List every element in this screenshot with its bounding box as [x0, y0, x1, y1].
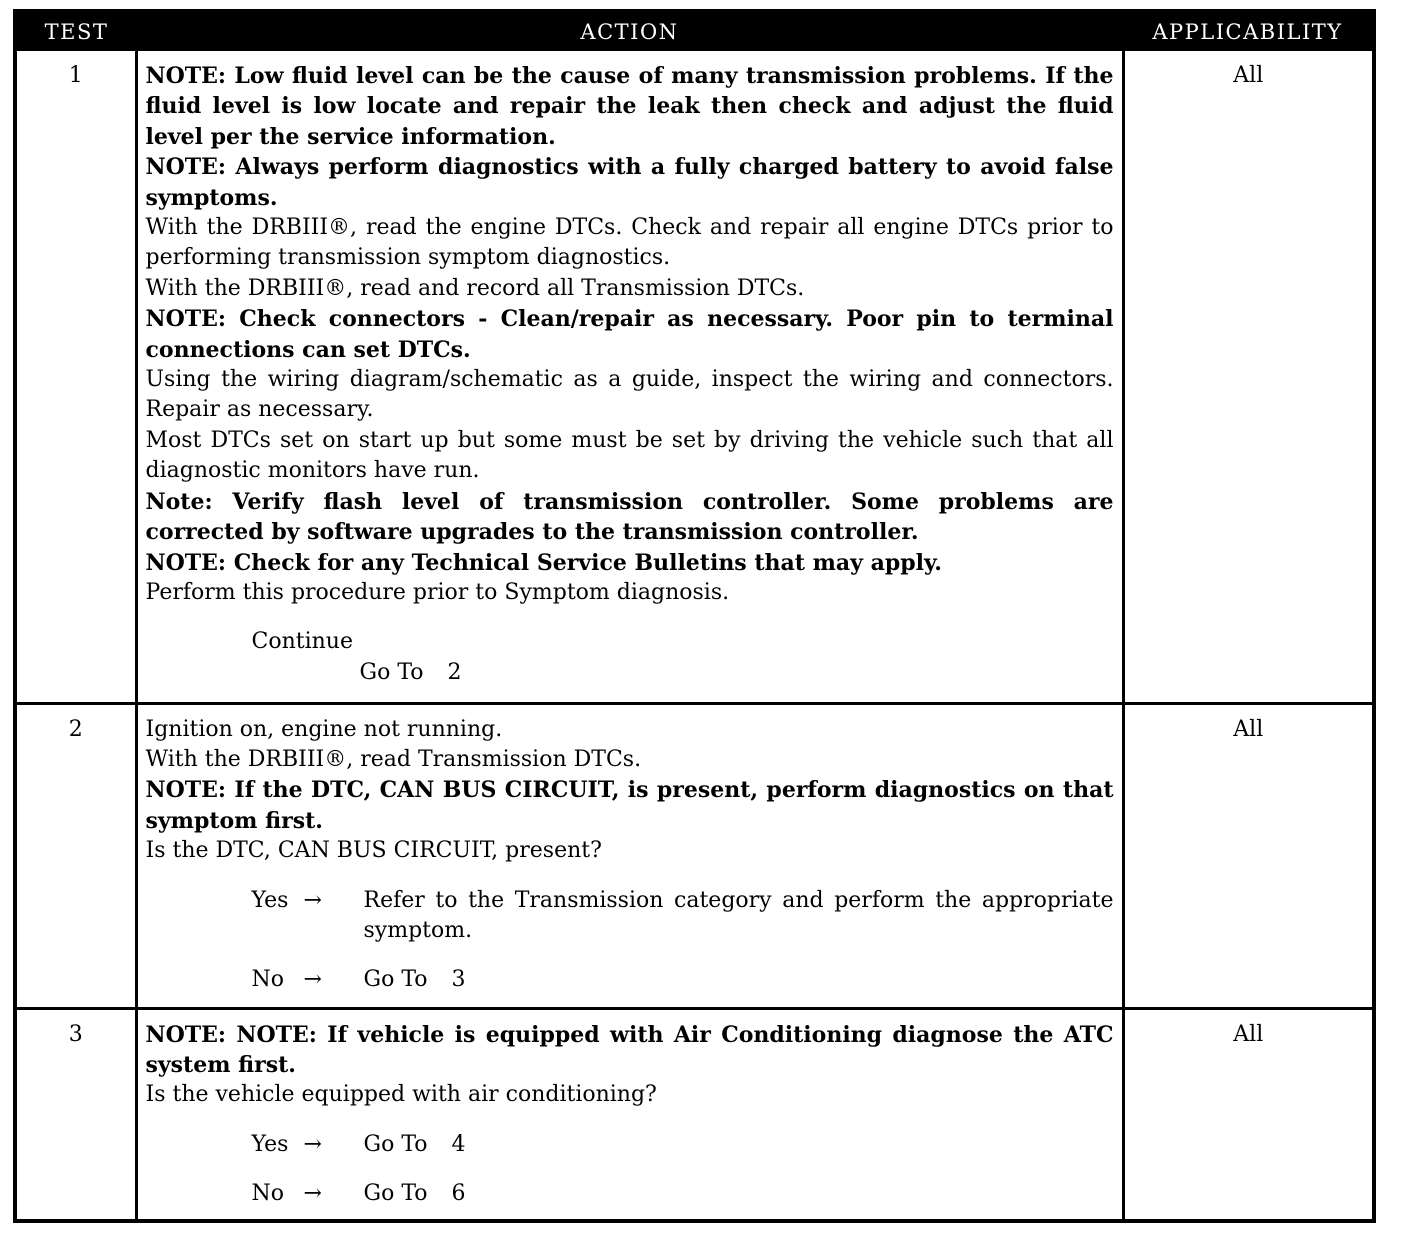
yes-label: Yes	[251, 887, 289, 913]
question-text: Is the DTC, CAN BUS CIRCUIT, present?	[145, 838, 602, 864]
arrow-icon: →	[303, 1181, 322, 1207]
no-label: No	[251, 967, 284, 993]
table-row	[17, 703, 1372, 1008]
goto-value: 4	[451, 1131, 466, 1157]
yes-response[interactable]	[146, 1130, 1114, 1160]
instruction-text: With the DRBIII®, read and record all Transmission DTCs.	[145, 275, 805, 301]
no-label: No	[251, 1181, 284, 1207]
continue-label: Continue	[251, 629, 353, 655]
goto-label: Go To	[363, 1181, 428, 1207]
test-number: 1	[17, 51, 136, 703]
yes-label: Yes	[251, 1131, 289, 1157]
goto-value: 6	[451, 1181, 466, 1207]
note-text: NOTE: Always perform diagnostics with a fully charged battery to avoid false symptoms.	[145, 154, 1114, 211]
table-row	[17, 1008, 1372, 1223]
instruction-text: Using the wiring diagram/schematic as a guide, inspect the wiring and connectors. Repair as necessary.	[145, 367, 1114, 423]
instruction-text: Perform this procedure prior to Symptom diagnosis.	[145, 579, 730, 605]
instruction-text: With the DRBIII®, read Transmission DTCs.	[145, 746, 642, 772]
goto-value: 3	[451, 967, 466, 993]
action-cell	[136, 1008, 1123, 1223]
applicability-value: All	[1123, 1008, 1372, 1223]
instruction-text: Most DTCs set on start up but some must be set by driving the vehicle such that all diagnostic monitors have run.	[145, 427, 1114, 484]
table-row	[17, 51, 1372, 703]
note-text: NOTE: Low fluid level can be the cause of many transmission problems. If the fluid level is low locate and repair the leak then check and adjust the fluid level per the service information.	[145, 63, 1114, 150]
header-test: TEST	[17, 13, 136, 51]
instruction-text: Ignition on, engine not running.	[145, 716, 503, 742]
no-response[interactable]	[146, 965, 1114, 995]
diagnostic-test-table	[13, 9, 1376, 1223]
test-table	[17, 13, 1372, 1223]
note-text: Note: Verify flash level of transmission controller. Some problems are corrected by software upgrades to the transmission controller.	[145, 488, 1114, 546]
no-goto	[364, 1179, 1114, 1209]
test-number: 3	[17, 1008, 136, 1223]
no-response[interactable]	[146, 1179, 1114, 1209]
action-cell	[136, 51, 1123, 703]
goto-link[interactable]	[146, 658, 1114, 688]
no-goto	[364, 965, 1114, 995]
test-number: 2	[17, 703, 136, 1008]
note-text: NOTE: NOTE: If vehicle is equipped with Air Conditioning diagnose the ATC system first.	[145, 1021, 1114, 1078]
header-applicability: APPLICABILITY	[1123, 13, 1372, 51]
arrow-icon: →	[303, 1131, 322, 1157]
header-action: ACTION	[136, 13, 1123, 51]
yes-goto	[364, 1130, 1114, 1160]
goto-label: Go To	[363, 1131, 428, 1157]
note-text: NOTE: Check for any Technical Service Bulletins that may apply.	[145, 549, 942, 576]
instruction-text: With the DRBIII®, read the engine DTCs. Check and repair all engine DTCs prior to performing transmission symptom diagnostics.	[145, 215, 1114, 271]
note-text: NOTE: Check connectors - Clean/repair as necessary. Poor pin to terminal connections can set DTCs.	[145, 306, 1114, 363]
yes-response[interactable]	[146, 886, 1114, 947]
action-cell	[136, 703, 1123, 1008]
arrow-icon: →	[303, 887, 322, 913]
arrow-icon: →	[303, 967, 322, 993]
yes-response-text: Refer to the Transmission category and perform the appropriate symptom.	[363, 887, 1114, 943]
applicability-value: All	[1123, 51, 1372, 703]
note-text: NOTE: If the DTC, CAN BUS CIRCUIT, is present, perform diagnostics on that symptom first.	[145, 777, 1114, 834]
goto-label: Go To	[359, 659, 424, 685]
goto-label: Go To	[363, 967, 428, 993]
question-text: Is the vehicle equipped with air conditioning?	[145, 1082, 657, 1108]
header-row	[17, 13, 1372, 51]
applicability-value: All	[1123, 703, 1372, 1008]
goto-value: 2	[447, 659, 462, 685]
